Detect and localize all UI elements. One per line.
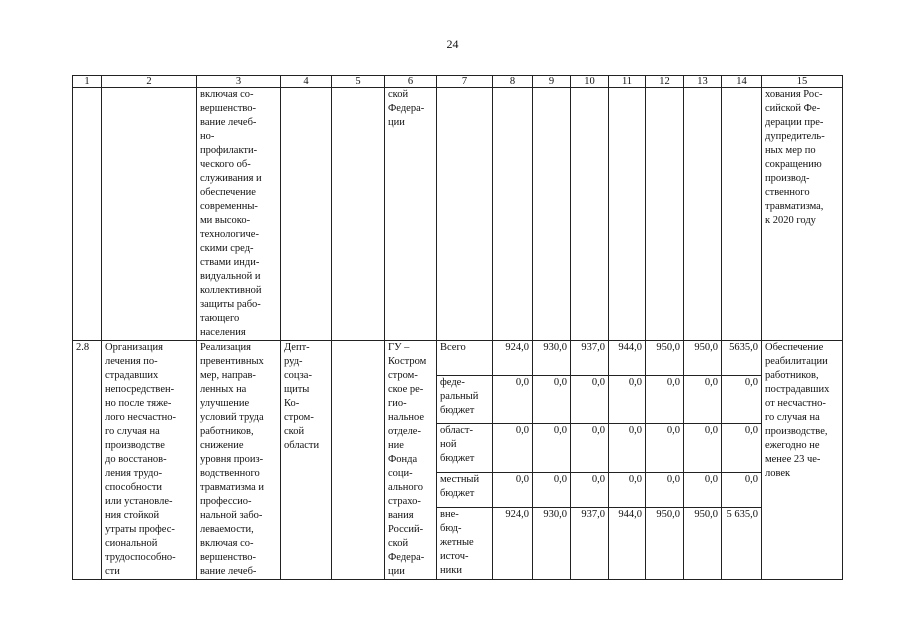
- text-line: реабилитации: [765, 356, 828, 367]
- cont-col11: [609, 88, 646, 341]
- row-2-8: [73, 341, 843, 580]
- text-line: работников,: [765, 370, 819, 381]
- funding-value: 0,0: [571, 473, 609, 508]
- text-line: ния стойкой: [105, 510, 160, 521]
- text-line: производстве,: [765, 426, 828, 437]
- funding-value: 0,0: [684, 375, 722, 424]
- funding-value: 937,0: [571, 341, 609, 376]
- funding-source-line: бюджет: [440, 404, 475, 416]
- funding-value: 944,0: [609, 507, 646, 579]
- cont-col10: [571, 88, 609, 341]
- expected-result: [762, 341, 843, 580]
- header-col-1: 1: [73, 76, 102, 88]
- text-line: ствами инди-: [200, 257, 260, 268]
- col5-empty: [332, 341, 385, 580]
- text-line: трудоспособно-: [105, 552, 176, 563]
- text-line: соцза-: [284, 370, 312, 381]
- cont-col9: [533, 88, 571, 341]
- cont-col3: [197, 88, 281, 341]
- text-line: ческого об-: [200, 159, 251, 170]
- text-line: ское ре-: [388, 384, 424, 395]
- text-line: ных мер по: [765, 145, 816, 156]
- header-col-4: 4: [281, 76, 332, 88]
- text-line: щиты: [284, 384, 310, 395]
- text-line: Фонда: [388, 454, 418, 465]
- text-line: Ко-: [284, 398, 300, 409]
- text-line: травматизма,: [765, 201, 824, 212]
- text-line: обеспечение: [200, 187, 256, 198]
- funding-source: [437, 473, 493, 508]
- text-line: но-: [200, 131, 215, 142]
- text-line: страхо-: [388, 496, 421, 507]
- header-col-6: 6: [385, 76, 437, 88]
- text-line: способности: [105, 482, 163, 493]
- text-line: к 2020 году: [765, 215, 816, 226]
- text-line: тающего: [200, 313, 240, 324]
- text-line: ежегодно не: [765, 440, 820, 451]
- text-line: вания: [388, 510, 414, 521]
- text-line: Организация: [105, 342, 163, 353]
- funding-value: 937,0: [571, 507, 609, 579]
- text-line: травматизма и: [200, 482, 265, 493]
- cont-col1: [73, 88, 102, 341]
- text-line: коллективной: [200, 285, 262, 296]
- text-line: включая со-: [200, 89, 254, 100]
- text-line: снижение: [200, 440, 244, 451]
- header-col-8: 8: [493, 76, 533, 88]
- funding-source-line: феде-: [440, 376, 465, 388]
- text-line: ственного: [765, 187, 810, 198]
- text-line: включая со-: [200, 538, 254, 549]
- text-line: пострадавших: [765, 384, 830, 395]
- text-line: вершенство-: [200, 552, 257, 563]
- text-line: профилакти-: [200, 145, 258, 156]
- text-line: ловек: [765, 468, 791, 479]
- funding-source-line: ральный: [440, 390, 479, 402]
- header-col-15: 15: [762, 76, 843, 88]
- funding-value: 930,0: [533, 507, 571, 579]
- text-line: отделе-: [388, 426, 421, 437]
- text-line: ции: [388, 117, 405, 128]
- header-col-7: 7: [437, 76, 493, 88]
- text-line: вершенство-: [200, 103, 257, 114]
- text-line: или установле-: [105, 496, 173, 507]
- funding-source: [437, 507, 493, 579]
- funding-value: 0,0: [684, 473, 722, 508]
- funding-source-line: ной: [440, 439, 457, 451]
- text-line: Федера-: [388, 552, 425, 563]
- funding-value: 0,0: [493, 473, 533, 508]
- text-line: страдавших: [105, 370, 159, 381]
- text-line: стром-: [284, 412, 314, 423]
- funding-value: 924,0: [493, 507, 533, 579]
- funding-source-line: област-: [440, 425, 473, 437]
- header-col-12: 12: [646, 76, 684, 88]
- text-line: вание лечеб-: [200, 117, 257, 128]
- funding-source: [437, 341, 493, 376]
- text-line: ленных на: [200, 384, 247, 395]
- cont-col2: [102, 88, 197, 341]
- header-col-10: 10: [571, 76, 609, 88]
- text-line: вание лечеб-: [200, 566, 257, 577]
- measure-description: [197, 341, 281, 580]
- funding-value: 950,0: [684, 507, 722, 579]
- funding-value: 950,0: [646, 341, 684, 376]
- header-col-14: 14: [722, 76, 762, 88]
- funding-source-line: бюд-: [440, 522, 462, 534]
- funding-value: 950,0: [684, 341, 722, 376]
- text-line: нальной забо-: [200, 510, 263, 521]
- participant: [385, 341, 437, 580]
- funding-source-line: местный: [440, 474, 480, 486]
- cont-col14: [722, 88, 762, 341]
- text-line: соци-: [388, 468, 413, 479]
- text-line: го случая на: [765, 412, 820, 423]
- text-line: Депт-: [284, 342, 310, 353]
- funding-source-line: источ-: [440, 550, 469, 562]
- text-line: области: [284, 440, 320, 451]
- text-line: ального: [388, 482, 423, 493]
- text-line: мер, направ-: [200, 370, 256, 381]
- funding-row: [73, 341, 843, 376]
- funding-value: 0,0: [609, 424, 646, 473]
- text-line: утраты профес-: [105, 524, 175, 535]
- text-line: сокращению: [765, 159, 822, 170]
- text-line: сийской Фе-: [765, 103, 821, 114]
- text-line: сти: [105, 566, 120, 577]
- funding-value: 0,0: [722, 473, 762, 508]
- text-line: видуальной и: [200, 271, 261, 282]
- text-line: менее 23 че-: [765, 454, 821, 465]
- row-number: 2.8: [73, 341, 102, 580]
- funding-source-line: бюджет: [440, 453, 475, 465]
- funding-source-line: Всего: [440, 342, 466, 353]
- cont-col5: [332, 88, 385, 341]
- text-line: уровня произ-: [200, 454, 264, 465]
- text-line: Реализация: [200, 342, 251, 353]
- header-col-13: 13: [684, 76, 722, 88]
- text-line: служивания и: [200, 173, 262, 184]
- funding-value: 0,0: [609, 375, 646, 424]
- text-line: ГУ –: [388, 342, 410, 353]
- text-line: нальное: [388, 412, 425, 423]
- text-line: сиональной: [105, 538, 158, 549]
- text-line: улучшение: [200, 398, 250, 409]
- executor: [281, 341, 332, 580]
- cont-col6: [385, 88, 437, 341]
- cont-col13: [684, 88, 722, 341]
- text-line: ской: [388, 538, 409, 549]
- text-line: стром-: [388, 370, 418, 381]
- cont-col12: [646, 88, 684, 341]
- text-line: от несчастно-: [765, 398, 826, 409]
- header-col-2: 2: [102, 76, 197, 88]
- cont-col7: [437, 88, 493, 341]
- funding-source-line: бюджет: [440, 488, 475, 500]
- text-line: дерации пре-: [765, 117, 824, 128]
- header-col-5: 5: [332, 76, 385, 88]
- text-line: руд-: [284, 356, 303, 367]
- text-line: профессио-: [200, 496, 252, 507]
- text-line: работников,: [200, 426, 254, 437]
- funding-value: 0,0: [646, 375, 684, 424]
- funding-value: 0,0: [722, 424, 762, 473]
- text-line: ской: [284, 426, 305, 437]
- text-line: но после тяже-: [105, 398, 172, 409]
- funding-value: 0,0: [571, 375, 609, 424]
- program-table: [72, 75, 843, 580]
- text-line: водственного: [200, 468, 260, 479]
- text-line: превентивных: [200, 356, 264, 367]
- text-line: населения: [200, 327, 246, 338]
- text-line: ления трудо-: [105, 468, 163, 479]
- page-number: 24: [446, 37, 459, 51]
- funding-value: 5 635,0: [722, 507, 762, 579]
- text-line: непосредствен-: [105, 384, 175, 395]
- funding-source-line: ники: [440, 564, 462, 576]
- funding-value: 0,0: [493, 424, 533, 473]
- funding-value: 0,0: [646, 473, 684, 508]
- funding-value: 0,0: [646, 424, 684, 473]
- text-line: условий труда: [200, 412, 264, 423]
- text-line: технологиче-: [200, 229, 259, 240]
- header-col-11: 11: [609, 76, 646, 88]
- funding-value: 924,0: [493, 341, 533, 376]
- measure-name: [102, 341, 197, 580]
- funding-value: 950,0: [646, 507, 684, 579]
- text-line: лого несчастно-: [105, 412, 176, 423]
- funding-value: 5635,0: [722, 341, 762, 376]
- funding-value: 0,0: [609, 473, 646, 508]
- funding-source-line: вне-: [440, 508, 459, 520]
- text-line: го случая на: [105, 426, 160, 437]
- text-line: гио-: [388, 398, 407, 409]
- header-col-9: 9: [533, 76, 571, 88]
- funding-value: 930,0: [533, 341, 571, 376]
- text-line: скими сред-: [200, 243, 254, 254]
- funding-value: 0,0: [722, 375, 762, 424]
- header-col-3: 3: [197, 76, 281, 88]
- text-line: современны-: [200, 201, 258, 212]
- funding-value: 0,0: [493, 375, 533, 424]
- funding-value: 0,0: [533, 473, 571, 508]
- funding-value: 0,0: [571, 424, 609, 473]
- text-line: Костром: [388, 356, 427, 367]
- cont-col4: [281, 88, 332, 341]
- text-line: Федера-: [388, 103, 425, 114]
- text-line: хования Рос-: [765, 89, 823, 100]
- text-line: ми высоко-: [200, 215, 251, 226]
- text-line: до восстанов-: [105, 454, 167, 465]
- cont-col15: [762, 88, 843, 341]
- text-line: леваемости,: [200, 524, 254, 535]
- text-line: производстве: [105, 440, 165, 451]
- text-line: ской: [388, 89, 409, 100]
- text-line: ции: [388, 566, 405, 577]
- header-row: [73, 76, 843, 88]
- funding-source: [437, 424, 493, 473]
- funding-value: 0,0: [533, 424, 571, 473]
- text-line: Россий-: [388, 524, 424, 535]
- funding-value: 944,0: [609, 341, 646, 376]
- funding-source: [437, 375, 493, 424]
- text-line: производ-: [765, 173, 810, 184]
- funding-source-line: жетные: [440, 536, 474, 548]
- text-line: Обеспечение: [765, 342, 824, 353]
- text-line: дупредитель-: [765, 131, 825, 142]
- continued-row: [73, 88, 843, 341]
- text-line: ние: [388, 440, 404, 451]
- funding-value: 0,0: [533, 375, 571, 424]
- text-line: лечения по-: [105, 356, 158, 367]
- funding-value: 0,0: [684, 424, 722, 473]
- text-line: защиты рабо-: [200, 299, 261, 310]
- cont-col8: [493, 88, 533, 341]
